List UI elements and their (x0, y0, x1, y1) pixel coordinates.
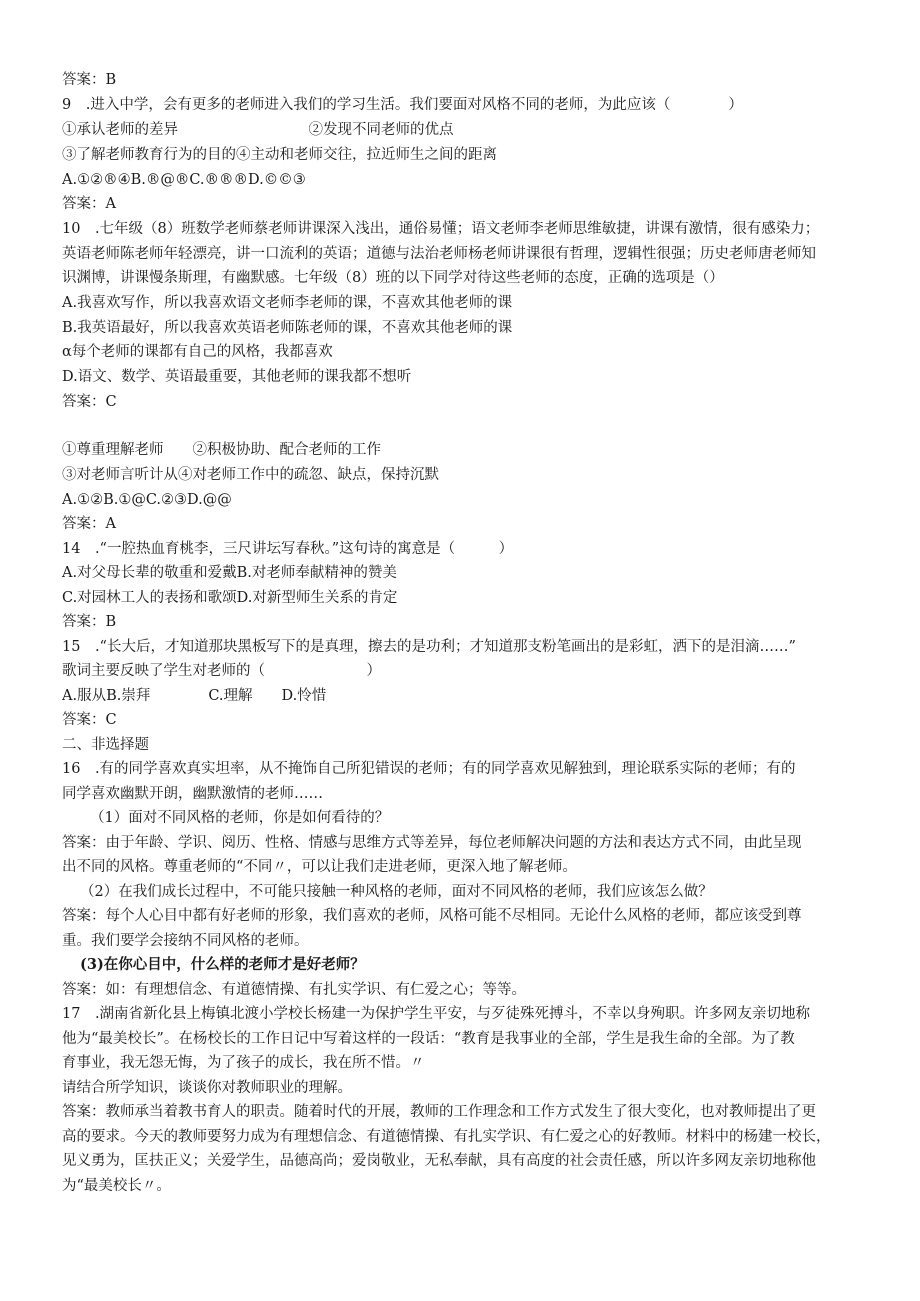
question-10-option-a: A.我喜欢写作，所以我喜欢语文老师李老师的课，不喜欢其他老师的课 (62, 295, 513, 311)
question-16-sub-2: （2）在我们成长过程中，不可能只接触一种风格的老师，面对不同风格的老师，我们应该怎么做？ (80, 884, 713, 900)
question-14-options-a-b: A.对父母长辈的敬重和爱戴B.对老师奉献精神的赞美 (62, 565, 397, 581)
answer-line: 答案：每个人心目中都有好老师的形象，我们喜欢的老师，风格可能不尽相同。无论什么风格的老师，都应该受到尊 (62, 908, 802, 924)
question-17-prompt: 请结合所学知识，谈谈你对教师职业的理解。 (62, 1080, 352, 1096)
answer-line: 高的要求。今天的教师要努力成为有理想信念、有道德情操、有扎实学识、有仁爱之心的好教师。材料中的杨建一校长， (62, 1129, 831, 1145)
question-14-stem: 14 .“一腔热血育桃李，三尺讲坛写春秋。”这句诗的寓意是（ ） (62, 541, 514, 557)
question-16-sub-1: （1）面对不同风格的老师，你是如何看待的？ (90, 810, 390, 826)
answer-line: 答案：教师承当着教书育人的职责。随着时代的开展，教师的工作理念和工作方式发生了很大变化，也对教师提出了更 (62, 1104, 816, 1120)
question-15-options: A.服从B.崇拜 C.理解 D.怜惜 (62, 688, 327, 704)
answer-line: 答案：A (62, 516, 116, 532)
question-statement-1-2: ①尊重理解老师 ②积极协助、配合老师的工作 (62, 442, 381, 458)
question-9-statement-1-2: ①承认老师的差异 ②发现不同老师的优点 (62, 122, 454, 138)
question-9-statement-3-4: ③了解老师教育行为的目的④主动和老师交往，拉近师生之间的距离 (62, 147, 497, 163)
answer-line: 答案：C (62, 394, 117, 410)
answer-line: 答案：由于年龄、学识、阅历、性格、情感与思维方式等差异，每位老师解决问题的方法和表达方式不同，由此呈现 (62, 835, 802, 851)
answer-line: 重。我们要学会接纳不同风格的老师。 (62, 933, 309, 949)
section-heading: 二、非选择题 (62, 737, 149, 753)
question-9-options: A.①②®④B.®@®C.®®®D.©©③ (62, 172, 306, 188)
question-10-option-c: α每个老师的课都有自己的风格，我都喜欢 (62, 344, 333, 360)
question-9-stem: 9 .进入中学，会有更多的老师进入我们的学习生活。我们要面对风格不同的老师，为此应该（ ） (62, 97, 743, 113)
question-10-stem: 10 .七年级（8）班数学老师蔡老师讲课深入浅出，通俗易懂；语文老师李老师思维敏捷，讲课有激情，很有感染力； (62, 221, 820, 237)
answer-line: 答案：A (62, 196, 116, 212)
question-17-stem: 育事业，我无怨无悔，为了孩子的成长，我在所不惜。〃 (62, 1055, 425, 1071)
answer-line: 答案：如：有理想信念、有道德情操、有扎实学识、有仁爱之心；等等。 (62, 982, 526, 998)
question-options: A.①②B.①@C.②③D.@@ (62, 492, 232, 508)
question-10-stem: 识渊博，讲课慢条斯理，有幽默感。七年级（8）班的以下同学对待这些老师的态度，正确的选项是（） (62, 270, 724, 286)
question-10-option-d: D.语文、数学、英语最重要，其他老师的课我都不想听 (62, 369, 412, 385)
question-15-stem: 15 .“长大后，才知道那块黑板写下的是真理，擦去的是功利；才知道那支粉笔画出的是彩虹，洒下的是泪滴……” (62, 639, 796, 655)
question-16-stem: 同学喜欢幽默开朗，幽默激情的老师…… (62, 786, 323, 802)
answer-line: 见义勇为，匡扶正义；关爱学生，品德高尚；爱岗敬业，无私奉献，具有高度的社会责任感，所以许多网友亲切地称他 (62, 1153, 816, 1169)
question-statement-3-4: ③对老师言听计从④对老师工作中的疏忽、缺点，保持沉默 (62, 467, 439, 483)
question-14-options-c-d: C.对园林工人的表扬和歌颂D.对新型师生关系的肯定 (62, 590, 398, 606)
answer-line: 答案：B (62, 72, 117, 88)
question-17-stem: 他为“最美校长”。在杨校长的工作日记中写着这样的一段话：“教育是我事业的全部，学生是我生命的全部。为了教 (62, 1031, 795, 1047)
answer-line: 为“最美校长〃。 (62, 1178, 171, 1194)
question-10-stem: 英语老师陈老师年轻漂亮，讲一口流利的英语；道德与法治老师杨老师讲课很有哲理，逻辑性很强；历史老师唐老师知 (62, 246, 816, 262)
question-16-stem: 16 .有的同学喜欢真实坦率，从不掩饰自己所犯错误的老师；有的同学喜欢见解独到，理论联系实际的老师；有的 (62, 761, 796, 777)
answer-line: 答案：B (62, 614, 117, 630)
answer-line: 出不同的风格。尊重老师的“不同〃，可以让我们走进老师，更深入地了解老师。 (62, 859, 577, 875)
question-16-sub-3: (3)在你心目中，什么样的老师才是好老师？ (80, 956, 365, 973)
question-17-stem: 17 .湖南省新化县上梅镇北渡小学校长杨建一为保护学生平安，与歹徒殊死搏斗，不幸以身殉职。许多网友亲切地称 (62, 1006, 811, 1022)
question-10-option-b: B.我英语最好，所以我喜欢英语老师陈老师的课，不喜欢其他老师的课 (62, 320, 513, 336)
answer-line: 答案：C (62, 712, 117, 728)
question-15-stem: 歌词主要反映了学生对老师的（ ） (62, 663, 381, 679)
